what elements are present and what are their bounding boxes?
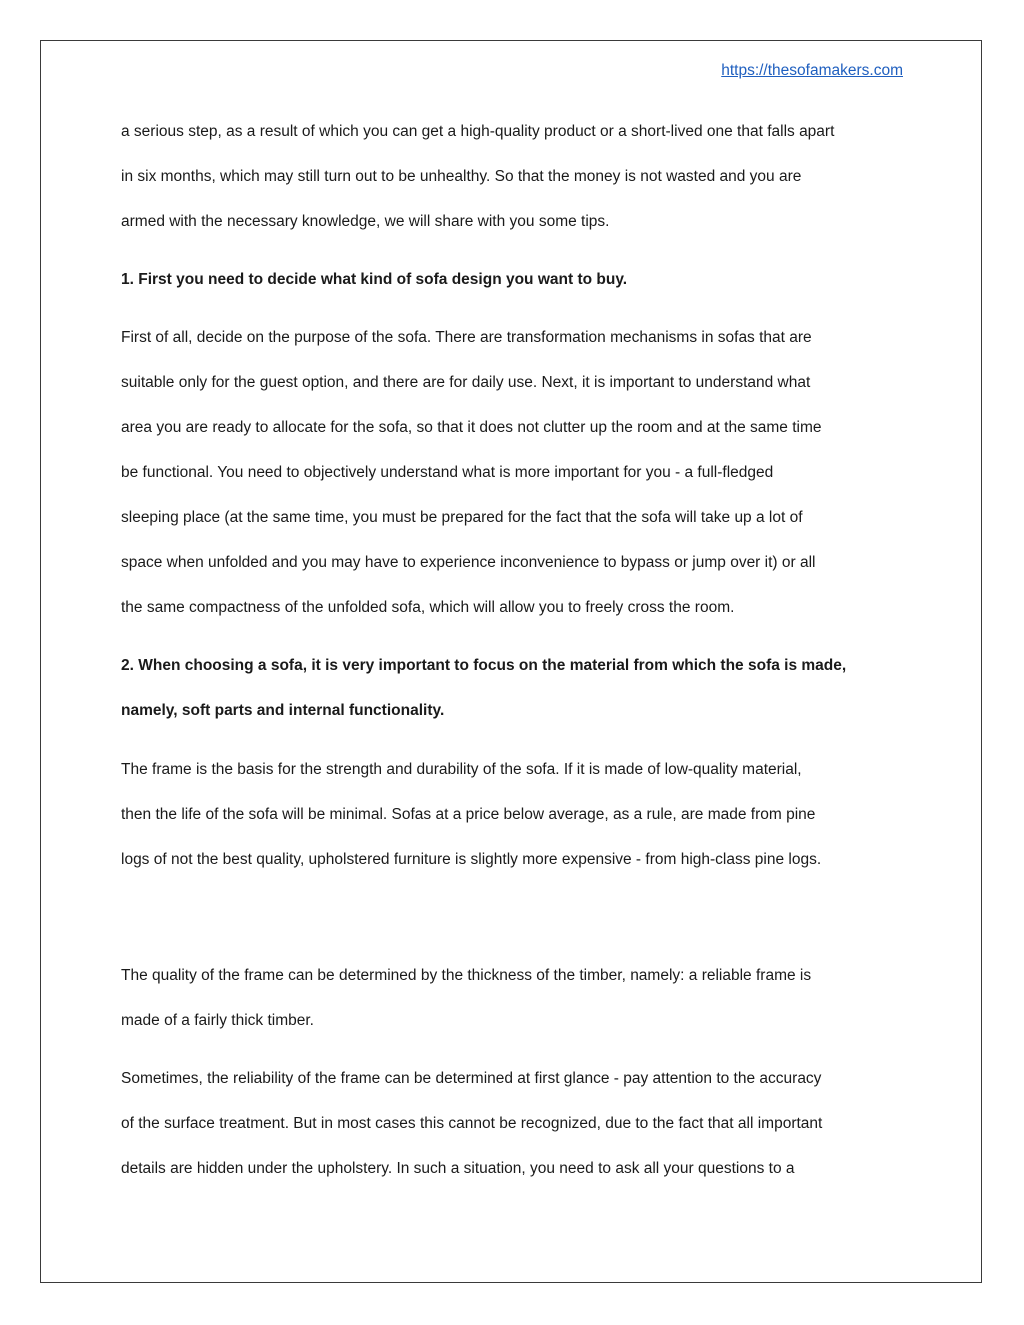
paragraph-line: Sometimes, the reliability of the frame can be determined at first glance - pay attention to the accuracy [121, 1070, 822, 1087]
website-link[interactable]: https://thesofamakers.com [721, 62, 903, 79]
paragraph-line: a serious step, as a result of which you can get a high-quality product or a short-lived one that falls apart [121, 123, 835, 140]
paragraph-line: of the surface treatment. But in most cases this cannot be recognized, due to the fact that all important [121, 1115, 823, 1132]
paragraph-line: space when unfolded and you may have to experience inconvenience to bypass or jump over it) or all [121, 554, 816, 571]
section-heading-2-cont: namely, soft parts and internal functionality. [121, 702, 445, 719]
paragraph-line: area you are ready to allocate for the sofa, so that it does not clutter up the room and at the same time [121, 419, 822, 436]
paragraph-line: The frame is the basis for the strength and durability of the sofa. If it is made of low-quality material, [121, 761, 802, 778]
paragraph-line: logs of not the best quality, upholstered furniture is slightly more expensive - from high-class pine logs. [121, 851, 822, 868]
paragraph-line: First of all, decide on the purpose of the sofa. There are transformation mechanisms in sofas that are [121, 329, 812, 346]
section-heading-1: 1. First you need to decide what kind of sofa design you want to buy. [121, 271, 628, 288]
paragraph-line: The quality of the frame can be determined by the thickness of the timber, namely: a reliable frame is [121, 967, 812, 984]
paragraph-line: in six months, which may still turn out to be unhealthy. So that the money is not wasted and you are [121, 168, 802, 185]
paragraph-line: sleeping place (at the same time, you must be prepared for the fact that the sofa will take up a lot of [121, 509, 803, 526]
paragraph-line: be functional. You need to objectively understand what is more important for you - a full-fledged [121, 464, 774, 481]
paragraph-line: the same compactness of the unfolded sofa, which will allow you to freely cross the room. [121, 599, 735, 616]
paragraph-line: suitable only for the guest option, and there are for daily use. Next, it is important to understand what [121, 374, 811, 391]
paragraph-line: made of a fairly thick timber. [121, 1012, 314, 1029]
paragraph-line: then the life of the sofa will be minimal. Sofas at a price below average, as a rule, are made from pine [121, 806, 816, 823]
paragraph-line: details are hidden under the upholstery. In such a situation, you need to ask all your questions to a [121, 1160, 795, 1177]
section-heading-2: 2. When choosing a sofa, it is very important to focus on the material from which the sofa is made, [121, 657, 847, 674]
paragraph-line: armed with the necessary knowledge, we will share with you some tips. [121, 213, 610, 230]
